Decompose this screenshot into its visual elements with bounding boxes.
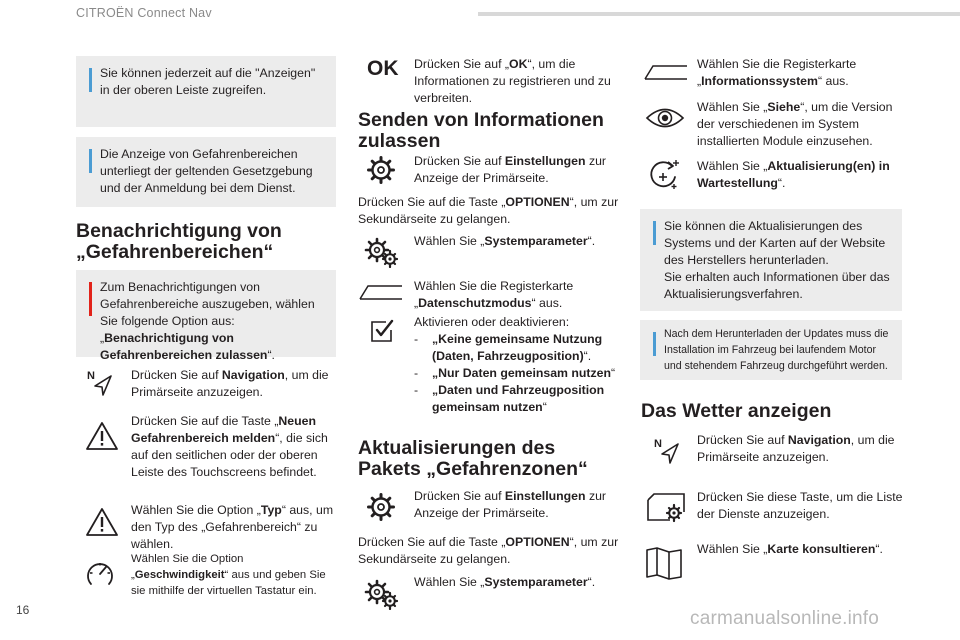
info-note-install <box>640 320 902 380</box>
step-view-map: Wählen Sie „Karte konsultieren“. <box>697 542 883 556</box>
system-parameters-icon <box>364 236 400 268</box>
step-settings: Drücken Sie auf Einstellungen zur Anzeige der Primärseite. <box>414 154 607 185</box>
update-icon <box>646 157 682 193</box>
info-note-display <box>76 56 336 127</box>
ok-icon: OK <box>367 57 399 80</box>
privacy-option: - „Keine gemeinsame Nutzung (Daten, Fahrzeugposition)“. <box>414 332 603 363</box>
step-privacy-options: Aktivieren oder deaktivieren: - „Keine gemeinsame Nutzung (Daten, Fahrzeugposition)“. - „Nur Daten gemeinsam nutzen“ - „Daten und Fahrzeugposition gemeinsam nutzen“ <box>414 314 626 416</box>
navigation-icon <box>86 368 116 398</box>
system-parameters-icon <box>364 578 400 610</box>
privacy-option-list <box>414 331 626 416</box>
header-title: CITROËN Connect Nav <box>76 6 212 20</box>
navigation-icon <box>653 436 683 466</box>
info-note-law <box>76 137 336 207</box>
note-text: Nach dem Herunterladen der Updates muss die Installation im Fahrzeug bei laufendem Motor und stehendem Fahrzeug durchgeführt werden. <box>664 328 889 372</box>
map-icon <box>645 546 683 580</box>
note-text: Zum Benachrichtigungen von Gefahrenbereiche auszugeben, wählen Sie folgende Option aus: „Benachrichtigung von Gefahrenbereichen zulassen“. <box>100 280 315 362</box>
para-options-2: Drücken Sie auf die Taste „OPTIONEN“, um zur Sekundärseite zu gelangen. <box>358 535 619 566</box>
step-privacy-tab: Wählen Sie die Registerkarte „Datenschutzmodus“ aus. <box>414 279 574 310</box>
svg-text:N: N <box>654 438 662 450</box>
para-options: Drücken Sie auf die Taste „OPTIONEN“, um zur Sekundärseite zu gelangen. <box>358 195 619 226</box>
checkbox-icon <box>369 318 395 344</box>
settings-gear-icon <box>366 492 396 522</box>
note-text: Sie können die Aktualisierungen des Systems und der Karten auf der Website des Herstellers herunterladen. Sie erhalten auch Informationen über das Aktualisierungsverfahren. <box>664 219 890 301</box>
eye-icon <box>645 105 685 131</box>
step-info-system-tab: Wählen Sie die Registerkarte „Informationssystem“ aus. <box>697 57 857 88</box>
info-marker <box>653 332 656 356</box>
step-new-danger-zone: Drücken Sie auf die Taste „Neuen Gefahrenbereich melden“, die sich auf den seitlichen oder der oberen Leiste des Touchscreens befindet. <box>131 414 328 479</box>
note-text: Die Anzeige von Gefahrenbereichen unterliegt der geltenden Gesetzgebung und der Anmeldung bei dem Dienst. <box>100 147 313 195</box>
warning-marker <box>89 282 92 316</box>
warning-triangle-icon <box>85 420 119 452</box>
step-system-parameters: Wählen Sie „Systemparameter“. <box>414 234 596 248</box>
tab-icon <box>358 282 404 302</box>
step-services-list: Drücken Sie diese Taste, um die Liste der Dienste anzuzeigen. <box>697 490 903 521</box>
services-icon <box>644 490 688 524</box>
step-system-parameters-2: Wählen Sie „Systemparameter“. <box>414 575 596 589</box>
settings-gear-icon <box>366 155 396 185</box>
header-bar <box>478 12 960 16</box>
info-note-downloads <box>640 209 902 311</box>
section-heading-weather: Das Wetter anzeigen <box>641 400 832 422</box>
speedometer-icon <box>83 556 117 590</box>
step-type: Wählen Sie die Option „Typ“ aus, um den Typ des „Gefahrenbereich“ zu wählen. <box>131 503 334 551</box>
step-navigation: Drücken Sie auf Navigation, um die Primärseite anzuzeigen. <box>131 368 329 399</box>
step-settings-2: Drücken Sie auf Einstellungen zur Anzeige der Primärseite. <box>414 489 607 520</box>
section-heading-danger-zones: Benachrichtigung von „Gefahrenbereichen“ <box>76 220 282 263</box>
info-marker <box>89 149 92 173</box>
watermark: carmanualsonline.info <box>690 608 880 629</box>
privacy-option: - „Daten und Fahrzeugposition gemeinsam nutzen“ <box>414 383 605 414</box>
warning-note <box>76 270 336 362</box>
warning-triangle-icon <box>85 506 119 538</box>
section-heading-updates: Aktualisierungen des Pakets „Gefahrenzonen“ <box>358 437 588 480</box>
tab-icon <box>643 62 689 82</box>
svg-text:N: N <box>87 370 95 382</box>
step-navigation-weather: Drücken Sie auf Navigation, um die Primärseite anzuzeigen. <box>697 433 895 464</box>
privacy-option: - „Nur Daten gemeinsam nutzen“ <box>414 366 616 380</box>
step-view-version: Wählen Sie „Siehe“, um die Version der verschiedenen im System installierten Module einzusehen. <box>697 100 893 148</box>
step-speed: Wählen Sie die Option „Geschwindigkeit“ aus und geben Sie sie mithilfe der virtuellen Tastatur ein. <box>131 553 326 597</box>
step-pending-updates: Wählen Sie „Aktualisierung(en) in Wartestellung“. <box>697 159 890 190</box>
page-number: 16 <box>16 603 30 617</box>
section-heading-send-info: Senden von Informationen zulassen <box>358 109 604 152</box>
info-marker <box>653 221 656 245</box>
info-marker <box>89 68 92 92</box>
step-ok: Drücken Sie auf „OK“, um die Informationen zu registrieren und zu verbreiten. <box>414 57 611 105</box>
note-text: Sie können jederzeit auf die "Anzeigen" in der oberen Leiste zugreifen. <box>100 66 316 97</box>
